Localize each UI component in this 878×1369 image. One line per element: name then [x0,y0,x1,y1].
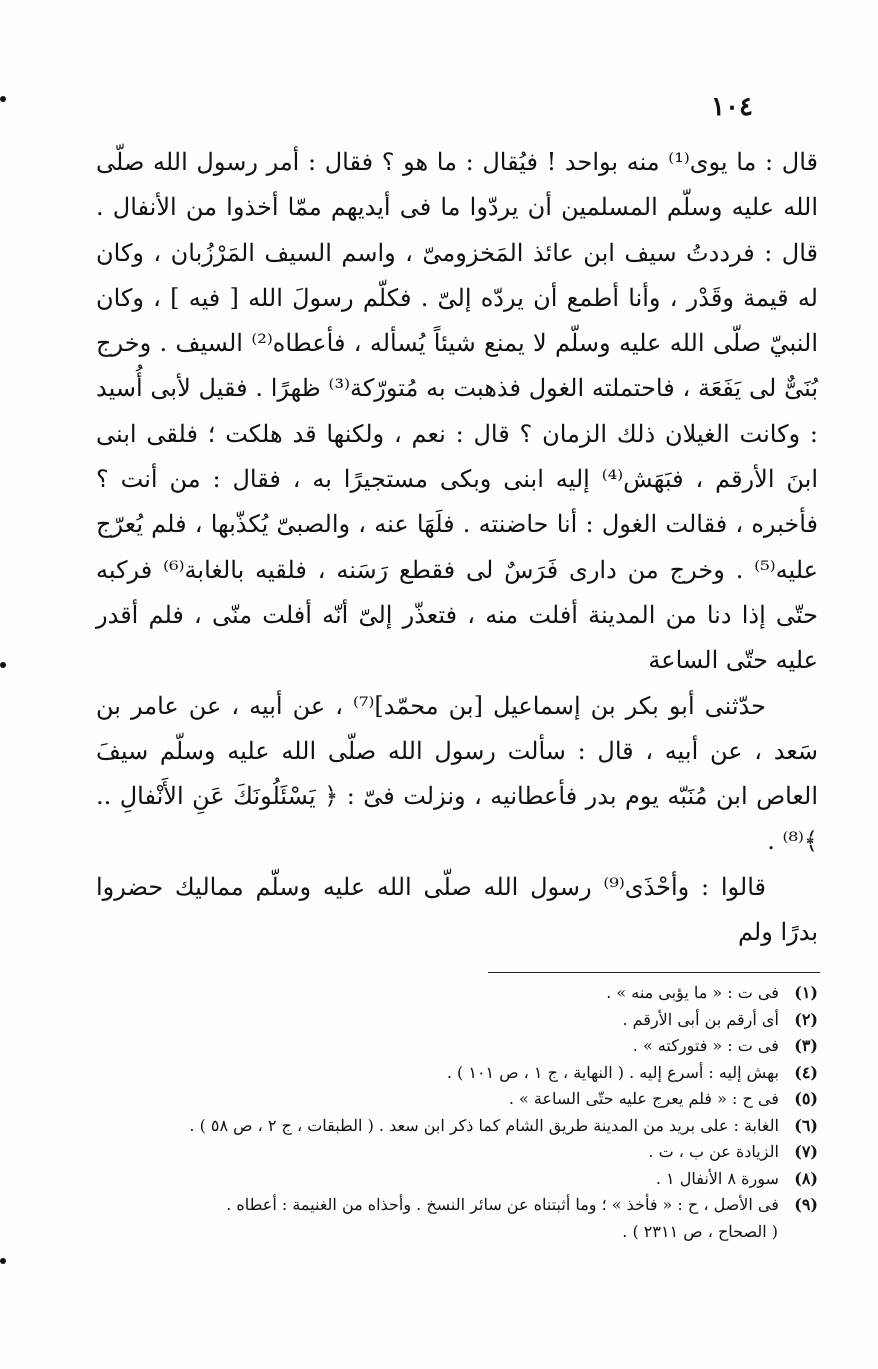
footnote-divider [488,972,820,973]
footnote-number: (٦) [794,1115,818,1135]
paragraph-3: قالوا : وأحْذَى⁽⁹⁾ رسول الله صلّى الله عليه وسلّم مماليك حضروا بدرًا ولم [96,872,818,947]
footnote-text: فى ت : « ما يؤبى منه » . [606,983,779,1002]
footnote-text: الزيادة عن ب ، ت . [648,1142,779,1161]
footnote-7 [96,1139,818,1166]
page-number: ١٠٤ [711,92,753,122]
footnote-3 [96,1033,818,1060]
footnote-text: فى ت : « فتوركته » . [632,1036,779,1055]
footnote-text: فى الأصل ، ح : « فأخذ » ؛ وما أثبتناه عن سائر النسخ . وأحذاه من الغنيمة : أعطاه . [226,1195,779,1214]
footnote-number: (٥) [794,1089,818,1108]
footnote-text: فى ح : « فلم يعرج عليه حتّى الساعة » . [508,1089,779,1108]
footnote-number: (٣) [794,1036,818,1055]
footnote-2 [96,1007,818,1034]
footnote-text: سورة ٨ الأنفال ١ . [655,1168,779,1188]
footnote-text: أى أرقم بن أبى الأرقم . [622,1009,779,1029]
footnote-number: (١) [794,983,818,1002]
footnote-number: (٢) [794,1009,818,1029]
scan-edge-mark [0,662,6,668]
paragraph-2: حدّثنى أبو بكر بن إسماعيل [بن محمّد]⁽⁷⁾ ، عن أبيه ، عن عامر بن سَعد ، عن أبيه ، قال : سألت رسول الله صلّى الله عليه وسلّم سيفَ العاص ابن مُنَبّه يوم بدر فأعطانيه ، ونزلت فىّ : ﴿ يَسْئَلُونَكَ عَنِ الأَنْفالِ .. ﴾⁽⁸⁾ . [96,691,818,856]
scan-edge-mark [0,1258,6,1264]
footnote-5 [96,1086,818,1113]
footnote-4 [96,1060,818,1087]
footnote-number: (٧) [794,1142,818,1161]
scan-edge-mark [0,96,6,102]
footnote-text: بهش إليه : أسرع إليه . ( النهاية ، ج ١ ، ص ١٠١ ) . [446,1062,779,1082]
footnote-1 [96,980,818,1007]
footnote-8 [96,1166,818,1193]
footnote-number: (٩) [794,1195,818,1214]
paragraph-1: قال : ما يوى⁽¹⁾ منه بواحد ! فيُقال : ما هو ؟ فقال : أمر رسول الله صلّى الله عليه وسلّم المسلمين أن يردّوا ما فى أيديهم ممّا أخذوا من الأنفال . قال : فرددتُ سيف ابن عائذ المَخزومىّ ، واسم السيف المَرْزُبان ، وكان له قيمة وقَدْر ، وأنا أطمع أن يردّه إلىّ . فكلّم رسولَ الله [ فيه ] ، وكان النبيّ صلّى الله عليه وسلّم لا يمنع شيئاً يُسأله ، فأعطاه⁽²⁾ السيف . وخرج بُنَىٌّ لى يَفَعَة ، فاحتملته الغول فذهبت به مُتورّكة⁽³⁾ ظهرًا . فقيل لأبى أُسيد : وكانت الغيلان ذلك الزمان ؟ قال : نعم ، ولكنها قد هلكت ؛ فلقى ابنى ابنَ الأرقم ، فبَهَش⁽⁴⁾ إليه ابنى وبكى مستجيرًا به ، فقال : من أنت ؟ فأخبره ، فقالت الغول : أنا حاضنته . فلَهَا عنه ، والصبىّ يُكذّبها ، فلم يُعرّج عليه⁽⁵⁾ . وخرج من دارى فَرَسٌ لى فقطع رَسَنه ، فلقيه بالغابة⁽⁶⁾ فركبه حتّى إذا دنا من المدينة أفلت منه ، فتعذّر إلىّ أنّه أفلت منّى ، فلم أقدر عليه حتّى الساعة [96,148,819,675]
footnote-number: (٤) [794,1062,818,1082]
footnote-6 [96,1113,818,1140]
footnotes [96,980,818,1245]
main-text [96,140,818,955]
footnote-text: الغابة : على بريد من المدينة طريق الشام كما ذكر ابن سعد . ( الطبقات ، ج ٢ ، ص ٥٨ ) . [189,1115,779,1135]
footnote-number: (٨) [794,1168,818,1188]
footnote-9-continuation: ( الصحاح ، ص ٢٣١١ ) . [622,1221,778,1241]
footnote-9 [96,1192,818,1219]
